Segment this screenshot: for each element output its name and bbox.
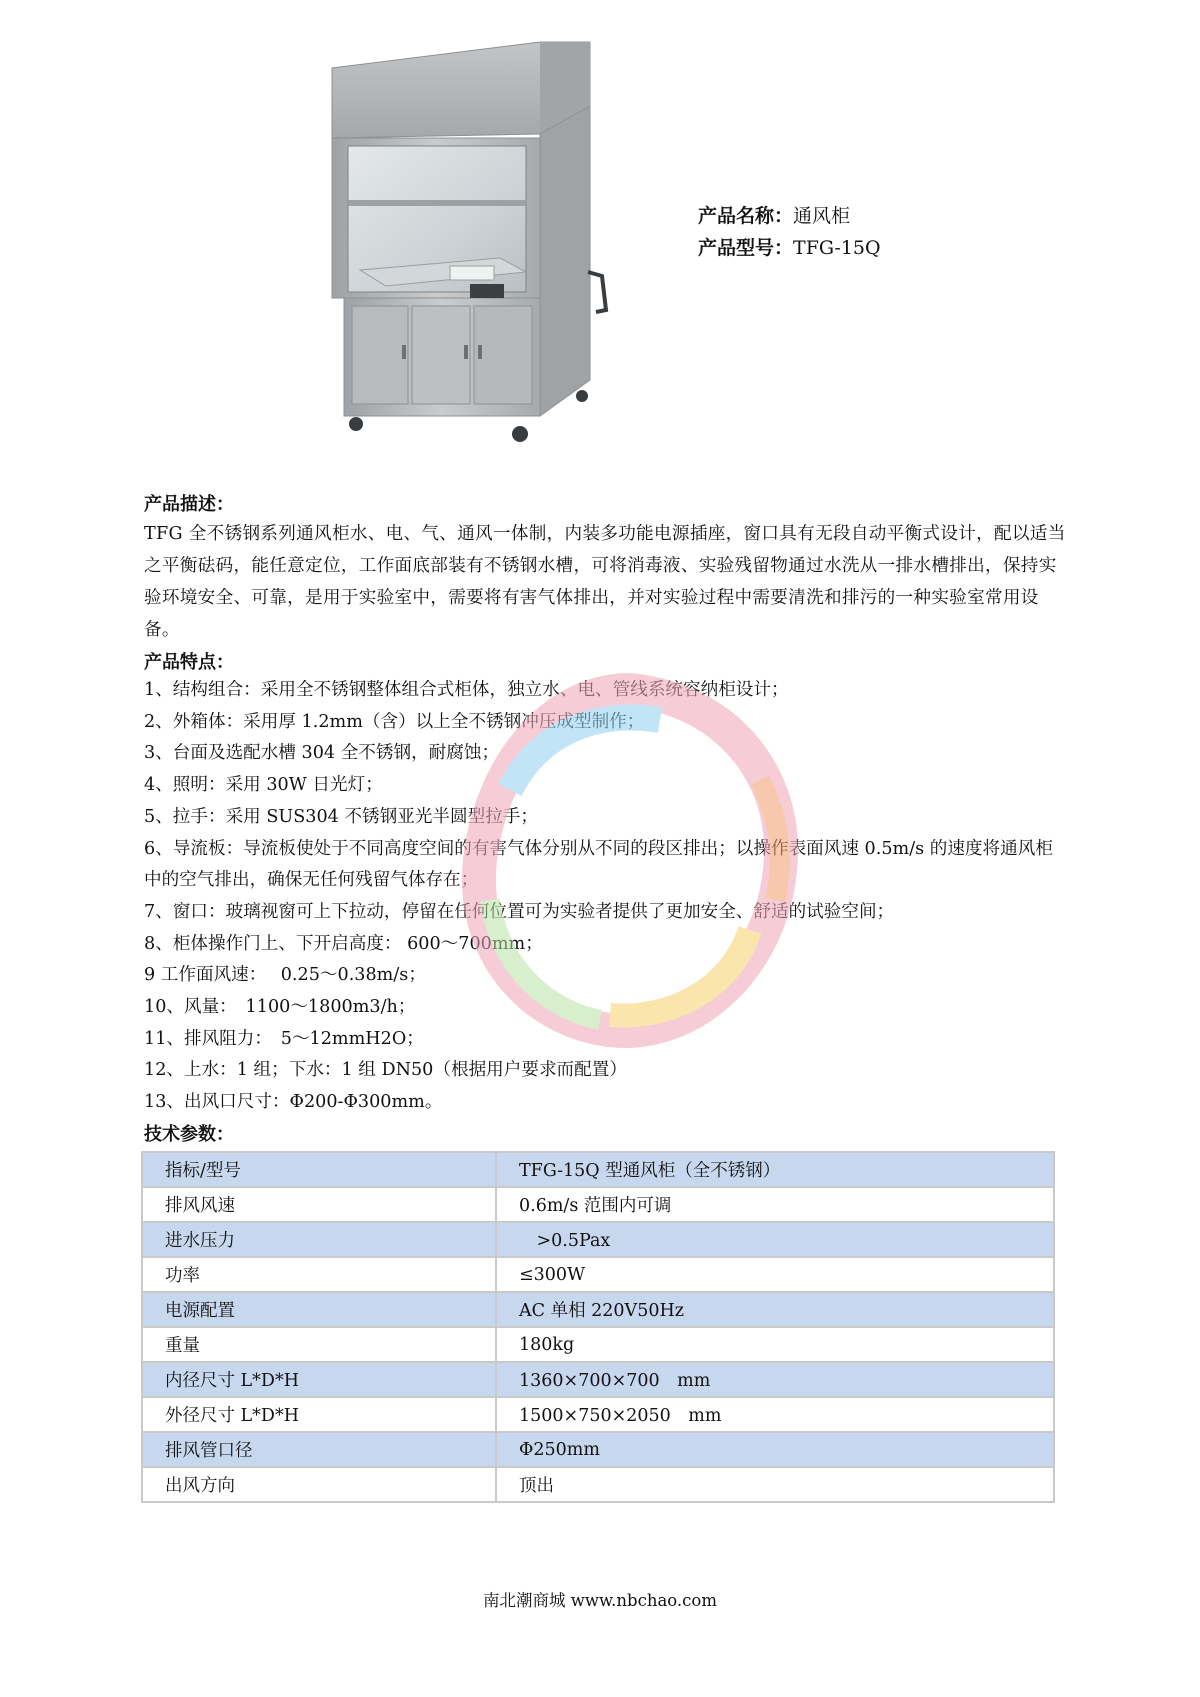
table-row	[142, 1222, 1054, 1257]
spec-value: AC 单相 220V50Hz	[496, 1292, 1054, 1327]
spec-value: 180kg	[496, 1327, 1054, 1362]
spec-key: 进水压力	[142, 1222, 496, 1257]
feature-item: 11、排风阻力： 5～12mmH2O；	[144, 1028, 424, 1049]
feature-item: 12、上水：1 组；下水：1 组 DN50（根据用户要求而配置）	[144, 1060, 627, 1081]
table-row	[142, 1257, 1054, 1292]
spec-key: 重量	[142, 1327, 496, 1362]
spec-key: 出风方向	[142, 1467, 496, 1502]
spec-value: >0.5Pax	[496, 1222, 1054, 1257]
fume-hood-image	[330, 40, 650, 470]
product-name-label: 产品名称：	[698, 205, 794, 227]
spec-value: 顶出	[496, 1467, 1054, 1502]
description-heading: 产品描述：	[144, 494, 234, 515]
table-row	[142, 1187, 1054, 1222]
feature-item: 10、风量： 1100～1800m3/h；	[144, 997, 416, 1018]
feature-item: 5、拉手：采用 SUS304 不锈钢亚光半圆型拉手；	[144, 806, 538, 827]
spec-key: 内径尺寸 L*D*H	[142, 1362, 496, 1397]
feature-item: 4、照明：采用 30W 日光灯；	[144, 775, 383, 796]
features-heading: 产品特点：	[144, 652, 234, 673]
spec-key: 电源配置	[142, 1292, 496, 1327]
spec-key: 功率	[142, 1257, 496, 1292]
product-model	[698, 232, 881, 264]
feature-item: 7、窗口：玻璃视窗可上下拉动，停留在任何位置可为实验者提供了更加安全、舒适的试验空间；	[144, 901, 895, 922]
product-model-value: TFG-15Q	[793, 237, 881, 259]
table-row	[142, 1152, 1054, 1187]
spec-key: 指标/型号	[142, 1152, 496, 1187]
spec-value: Φ250mm	[496, 1432, 1054, 1467]
feature-item: 3、台面及选配水槽 304 全不锈钢，耐腐蚀；	[144, 743, 500, 764]
feature-item: 8、柜体操作门上、下开启高度： 600～700mm；	[144, 933, 543, 954]
spec-table	[141, 1151, 1055, 1503]
product-name-value: 通风柜	[793, 205, 851, 227]
specs-heading: 技术参数：	[144, 1124, 234, 1145]
table-row	[142, 1327, 1054, 1362]
feature-item: 13、出风口尺寸：Φ200-Φ300mm。	[144, 1092, 443, 1113]
product-name	[698, 200, 850, 232]
spec-value: 1360×700×700 mm	[496, 1362, 1054, 1397]
feature-item: 1、结构组合：采用全不锈钢整体组合式柜体，独立水、电、管线系统容纳柜设计；	[144, 680, 789, 700]
spec-key: 外径尺寸 L*D*H	[142, 1397, 496, 1432]
table-row	[142, 1397, 1054, 1432]
page-footer: 南北潮商城 www.nbchao.com	[482, 1591, 717, 1610]
feature-item: 9 工作面风速： 0.25～0.38m/s；	[144, 965, 426, 986]
nbchao-watermark-logo	[450, 670, 810, 1060]
spec-value: 0.6m/s 范围内可调	[496, 1187, 1054, 1222]
feature-item: 2、外箱体：采用厚 1.2mm（含）以上全不锈钢冲压成型制作；	[144, 711, 645, 732]
spec-key: 排风管口径	[142, 1432, 496, 1467]
table-row	[142, 1292, 1054, 1327]
spec-value: ≤300W	[496, 1257, 1054, 1292]
product-model-label: 产品型号：	[698, 237, 794, 259]
spec-key: 排风风速	[142, 1187, 496, 1222]
spec-value: TFG-15Q 型通风柜（全不锈钢）	[496, 1152, 1054, 1187]
table-row	[142, 1432, 1054, 1467]
feature-item: 6、导流板：导流板使处于不同高度空间的有害气体分别从不同的段区排出；以操作表面风速 0.5m/s 的速度将通风柜中的空气排出，确保无任何残留气体存在；	[144, 838, 1053, 891]
table-row	[142, 1467, 1054, 1502]
description-text: TFG 全不锈钢系列通风柜水、电、气、通风一体制，内装多功能电源插座，窗口具有无段自动平衡式设计，配以适当之平衡砝码，能任意定位，工作面底部装有不锈钢水槽，可将消毒液、实验残留物通过水洗从一排水槽排出，保持实验环境安全、可靠，是用于实验室中，需要将有害气体排出，并对实验过程中需要清洗和排污的一种实验室常用设备。	[144, 524, 1066, 640]
spec-value: 1500×750×2050 mm	[496, 1397, 1054, 1432]
table-row	[142, 1362, 1054, 1397]
